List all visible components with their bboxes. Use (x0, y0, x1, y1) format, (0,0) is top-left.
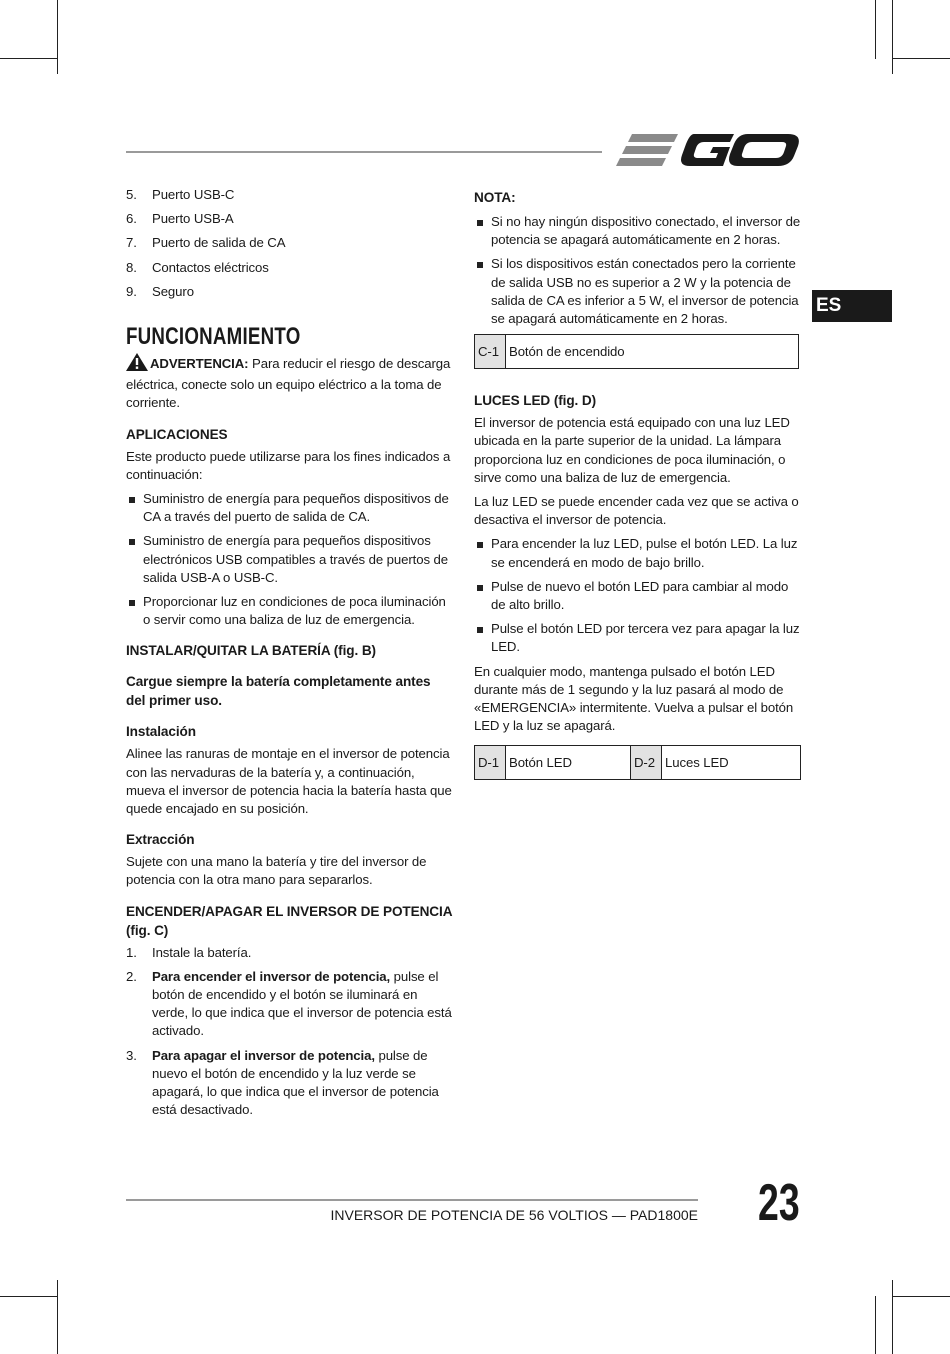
onoff-heading: ENCENDER/APAGAR EL INVERSOR DE POTENCIA (fig. C) (126, 903, 452, 938)
table-fig-c (474, 334, 799, 369)
battery-heading: INSTALAR/QUITAR LA BATERÍA (fig. B) (126, 643, 376, 659)
led-paragraph: En cualquier modo, mantenga pulsado el botón LED durante más de 1 segundo y la luz pasará al modo de «EMERGENCIA» intermitente. Vuelva a pulsar el botón LED y la luz se apagará. (474, 663, 794, 734)
warning-icon (126, 353, 148, 376)
table-value: Luces LED (662, 746, 801, 780)
led-paragraph: La luz LED se puede encender cada vez que se activa o desactiva el inversor de potencia. (474, 494, 799, 528)
list-item: 5. Puerto USB-C (126, 187, 235, 202)
warning-paragraph (126, 353, 452, 413)
list-item: 8. Contactos eléctricos (126, 259, 269, 275)
warning-label: ADVERTENCIA: (150, 356, 249, 372)
header-rule (126, 151, 602, 153)
list-item: Si los dispositivos están conectados pero la corriente de salida USB no es superior a 2 W y la potencia de salida de CA es inferior a 5 W, el inversor de potencia se apagará automáticamente en 2 horas. (474, 255, 802, 328)
install-heading: Instalación (126, 724, 196, 740)
led-paragraph: El inversor de potencia está equipado con una luz LED ubicada en la parte superior de la unidad. La lámpara proporciona luz en condiciones de poca iluminación, o sirve como una baliza de luz de emergencia. (474, 415, 790, 485)
ego-logo (616, 126, 802, 174)
list-item: 6. Puerto USB-A (126, 211, 234, 227)
table-key: D-1 (475, 746, 506, 780)
note-list (474, 213, 802, 328)
install-text: Alinee las ranuras de montaje en el inversor de potencia con las nervaduras de la batería y, a continuación, mueva el inversor de potencia hacia la batería hasta que quede encajado en su posición. (126, 746, 452, 817)
applications-list (126, 490, 452, 629)
led-list (474, 535, 802, 656)
remove-heading: Extracción (126, 832, 195, 848)
remove-text: Sujete con una mano la batería y tire del inversor de potencia con la otra mano para separarlos. (126, 854, 427, 888)
table-fig-d (474, 745, 801, 780)
warning-text: Para reducir el riesgo de descarga eléctrica, conecte solo un equipo eléctrico a la toma de corriente. (126, 356, 451, 411)
list-item: 9. Seguro (126, 283, 194, 299)
section-title: FUNCIONAMIENTO (126, 323, 301, 351)
right-column (474, 186, 802, 780)
list-item: 1. Instale la batería. (126, 944, 252, 960)
list-item: Suministro de energía para pequeños dispositivos electrónicos USB compatibles a través de puertos de salida USB-A o USB-C. (126, 532, 452, 587)
applications-intro: Este producto puede utilizarse para los fines indicados a continuación: (126, 448, 451, 482)
language-tab: ES (812, 290, 892, 322)
list-item: Pulse el botón LED por tercera vez para apagar la luz LED. (474, 620, 802, 656)
list-item: 3. Para apagar el inversor de potencia, pulse de nuevo el botón de encendido y la luz verde se apagará, lo que indica que el inversor de potencia está desactivado. (126, 1047, 439, 1118)
led-heading: LUCES LED (fig. D) (474, 393, 597, 409)
page-number: 23 (758, 1174, 800, 1232)
table-row (475, 746, 801, 780)
list-item: Para encender la luz LED, pulse el botón LED. La luz se encenderá en modo de bajo brillo. (474, 535, 802, 571)
table-value: Botón de encendido (506, 335, 799, 369)
onoff-steps (126, 944, 452, 1120)
parts-list (126, 186, 452, 301)
applications-heading: APLICACIONES (126, 426, 228, 442)
footer-rule (126, 1199, 698, 1201)
table-key: C-1 (475, 335, 506, 369)
table-row (475, 335, 799, 369)
table-key: D-2 (631, 746, 662, 780)
list-item: Pulse de nuevo el botón LED para cambiar al modo de alto brillo. (474, 578, 802, 614)
list-item: 2. Para encender el inversor de potencia, pulse el botón de encendido y el botón se iluminará en verde, lo que indica que el inversor de potencia está activado. (126, 968, 452, 1039)
note-heading: NOTA: (474, 190, 516, 205)
list-item: Si no hay ningún dispositivo conectado, el inversor de potencia se apagará automáticamente en 2 horas. (474, 213, 802, 249)
list-item: Proporcionar luz en condiciones de poca iluminación o servir como una baliza de luz de emergencia. (126, 593, 452, 629)
list-item: Suministro de energía para pequeños dispositivos de CA a través del puerto de salida de CA. (126, 490, 452, 526)
left-column (126, 186, 452, 1126)
table-value: Botón LED (506, 746, 631, 780)
footer-title: INVERSOR DE POTENCIA DE 56 VOLTIOS — PAD1800E (330, 1207, 698, 1223)
battery-note: Cargue siempre la batería completamente antes del primer uso. (126, 674, 431, 709)
list-item: 7. Puerto de salida de CA (126, 235, 286, 251)
